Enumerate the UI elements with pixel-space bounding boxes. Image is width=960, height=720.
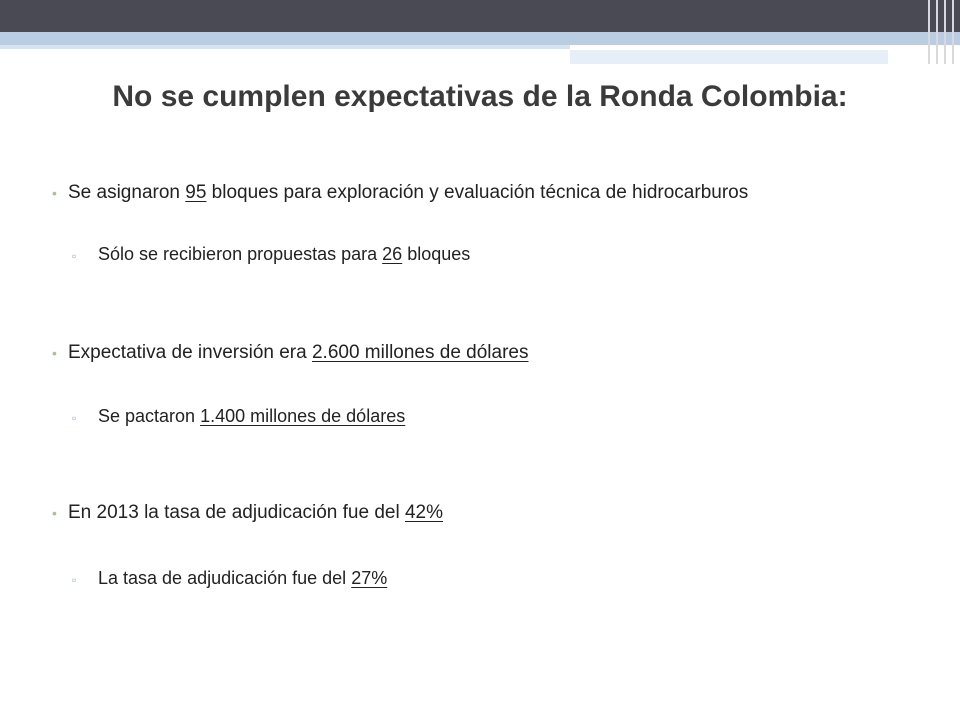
subbullet-text: Se pactaron 1.400 millones de dólares [98,406,406,426]
slide-title: No se cumplen expectativas de la Ronda Colombia: [112,80,848,113]
header-vertical-bar [936,0,938,64]
bullet-item [52,502,443,524]
bullet-text: Expectativa de inversión era 2.600 millones de dólares [68,342,529,363]
subbullet-square-icon: ▫ [72,249,77,263]
subbullet-text: Sólo se recibieron propuestas para 26 bloques [98,244,471,264]
bullet-text: En 2013 la tasa de adjudicación fue del 42% [68,502,444,523]
bullet-dot-icon: • [52,345,57,361]
subbullet-item [72,406,405,427]
bullet-highlight: 95 [185,182,207,203]
bullet-item [52,342,529,364]
subbullet-highlight: 27% [351,568,388,588]
header-vertical-bar [952,0,954,64]
subbullet-item [72,244,470,265]
header-band-dark [0,0,960,32]
bullet-text: Se asignaron 95 bloques para exploración y evaluación técnica de hidrocarburos [68,182,749,203]
subbullet-square-icon: ▫ [72,573,77,587]
bullet-dot-icon: • [52,505,57,521]
bullet-item [52,182,748,204]
header-vertical-bar [928,0,930,64]
header-vertical-bar [944,0,946,64]
header-band-blue-strip [0,45,570,49]
subbullet-text: La tasa de adjudicación fue del 27% [98,568,388,588]
bullet-highlight: 42% [404,502,444,523]
subbullet-square-icon: ▫ [72,411,77,425]
header-band-blue-accent [570,50,888,64]
header-band-blue [0,32,960,45]
subbullet-highlight: 1.400 millones de dólares [200,406,406,426]
bullet-dot-icon: • [52,185,57,201]
subbullet-highlight: 26 [382,244,403,264]
bullet-highlight: 2.600 millones de dólares [311,342,529,363]
subbullet-item [72,568,387,589]
